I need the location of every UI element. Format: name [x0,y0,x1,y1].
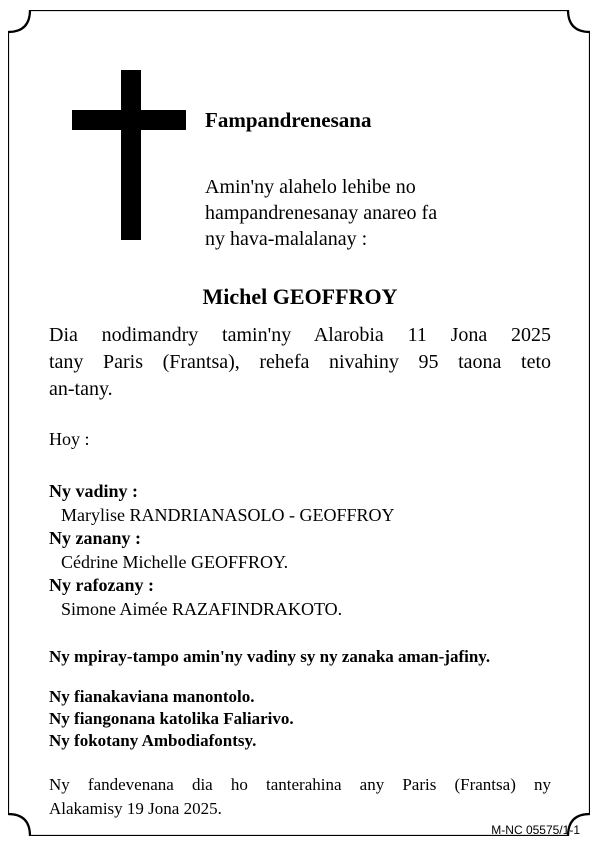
family-label-spouse: Ny vadiny : [49,481,139,501]
intro-line: hampandrenesanay anareo fa [205,202,438,224]
family-list [49,480,569,621]
deceased-name: Michel GEOFFROY [202,284,398,309]
intro-line: ny hava-malalanay : [205,228,368,250]
intro-line: Amin'ny alahelo lehibe no [205,176,416,198]
death-line: Dia nodimandry tamin'ny Alarobia 11 Jona 2025 [49,324,551,346]
funeral-line: Ny fandevenana dia ho tanterahina any Paris (Frantsa) ny [49,775,551,794]
hoy-label: Hoy : [49,429,90,449]
funeral-line: Alakamisy 19 Jona 2025. [49,799,222,818]
institutions-list [49,686,294,752]
latin-cross-icon [72,70,186,240]
family-label-in-laws: Ny rafozany : [49,575,154,595]
intro-text [205,174,565,252]
death-line: an-tany. [49,378,113,400]
institution-line: Ny fianakaviana manontolo. [49,687,255,706]
funeral-info [49,773,551,821]
family-name-spouse: Marylise RANDRIANASOLO - GEOFFROY [61,504,395,525]
death-announcement [49,322,551,403]
family-name-children: Cédrine Michelle GEOFFROY. [61,551,289,572]
reference-code: M-NC 05575/1-1 [491,823,580,837]
notice-title: Fampandrenesana [205,108,372,132]
death-line: tany Paris (Frantsa), rehefa nivahiny 95 taona teto [49,351,551,373]
extended-family-line: Ny mpiray-tampo amin'ny vadiny sy ny zanaka aman-jafiny. [49,647,491,666]
institution-line: Ny fiangonana katolika Faliarivo. [49,709,294,728]
family-label-children: Ny zanany : [49,528,142,548]
family-name-in-laws: Simone Aimée RAZAFINDRAKOTO. [61,598,343,619]
institution-line: Ny fokotany Ambodiafontsy. [49,731,257,750]
